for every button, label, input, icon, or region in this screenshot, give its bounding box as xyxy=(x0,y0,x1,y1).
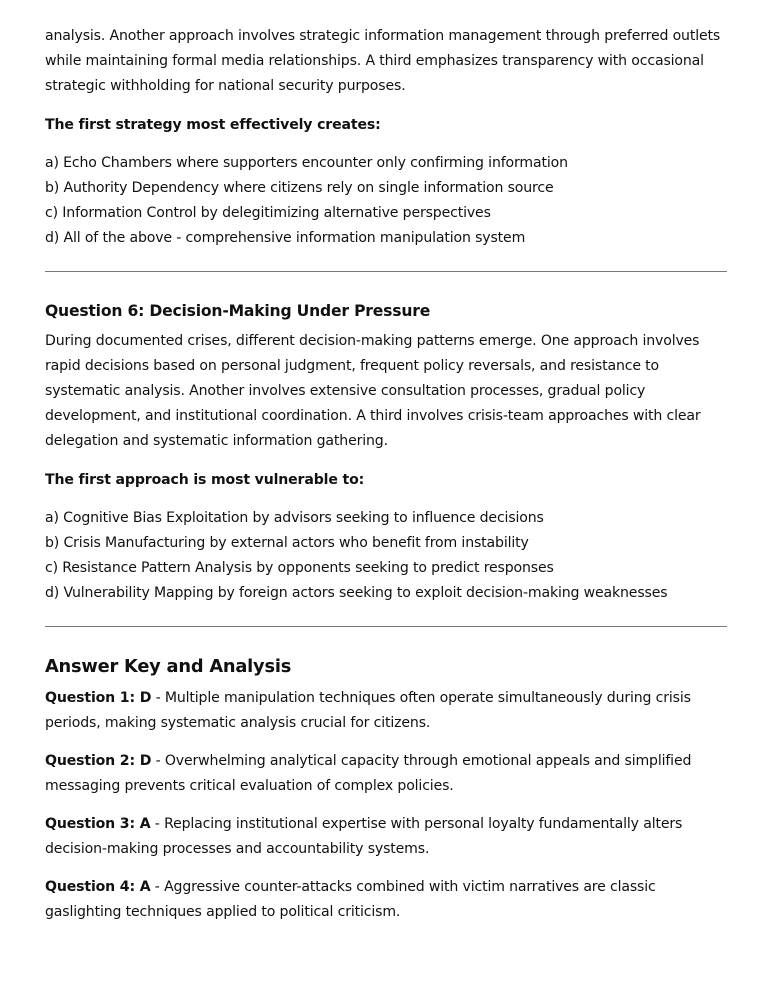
section-divider xyxy=(45,626,727,627)
answer-text: - Aggressive counter-attacks combined with victim narratives are classic gaslighting techniques applied to political criticism. xyxy=(45,879,656,920)
answer-key-title: Answer Key and Analysis xyxy=(45,656,292,677)
option-c: c) Resistance Pattern Analysis by opponents seeking to predict responses xyxy=(45,560,554,576)
answer-text: - Replacing institutional expertise with personal loyalty fundamentally alters decision-making processes and accountability systems. xyxy=(45,816,683,857)
question-6-options-list xyxy=(45,506,735,606)
question-6-title: Question 6: Decision-Making Under Pressure xyxy=(45,302,431,320)
option-d: d) All of the above - comprehensive information manipulation system xyxy=(45,230,526,246)
answer-label: Question 3: A xyxy=(45,816,151,832)
intro-options-list xyxy=(45,151,735,251)
question-6-prompt: The first approach is most vulnerable to: xyxy=(45,472,365,488)
answer-label: Question 4: A xyxy=(45,879,151,895)
option-d: d) Vulnerability Mapping by foreign actors seeking to exploit decision-making weaknesses xyxy=(45,585,668,601)
option-c: c) Information Control by delegitimizing alternative perspectives xyxy=(45,205,491,221)
answer-item xyxy=(45,686,735,736)
answer-item xyxy=(45,875,735,925)
answer-text: - Multiple manipulation techniques often operate simultaneously during crisis periods, making systematic analysis crucial for citizens. xyxy=(45,690,691,731)
answer-item xyxy=(45,749,735,799)
option-a: a) Cognitive Bias Exploitation by advisors seeking to influence decisions xyxy=(45,510,544,526)
section-divider xyxy=(45,271,727,272)
option-a: a) Echo Chambers where supporters encounter only confirming information xyxy=(45,155,568,171)
answer-label: Question 1: D xyxy=(45,690,152,706)
answer-label: Question 2: D xyxy=(45,753,152,769)
option-b: b) Authority Dependency where citizens rely on single information source xyxy=(45,180,554,196)
intro-paragraph: analysis. Another approach involves strategic information management through preferred outlets while maintaining formal media relationships. A third emphasizes transparency with occasional strategic withholding for national security purposes. xyxy=(45,28,721,94)
question-6-paragraph: During documented crises, different decision-making patterns emerge. One approach involves rapid decisions based on personal judgment, frequent policy reversals, and resistance to systematic analysis. Another involves extensive consultation processes, gradual policy development, and institutional coordination. A third involves crisis-team approaches with clear delegation and systematic information gathering. xyxy=(45,333,701,449)
option-b: b) Crisis Manufacturing by external actors who benefit from instability xyxy=(45,535,529,551)
answer-item xyxy=(45,812,735,862)
document-content xyxy=(45,24,735,938)
answer-text: - Overwhelming analytical capacity through emotional appeals and simplified messaging prevents critical evaluation of complex policies. xyxy=(45,753,692,794)
intro-prompt: The first strategy most effectively creates: xyxy=(45,117,381,133)
